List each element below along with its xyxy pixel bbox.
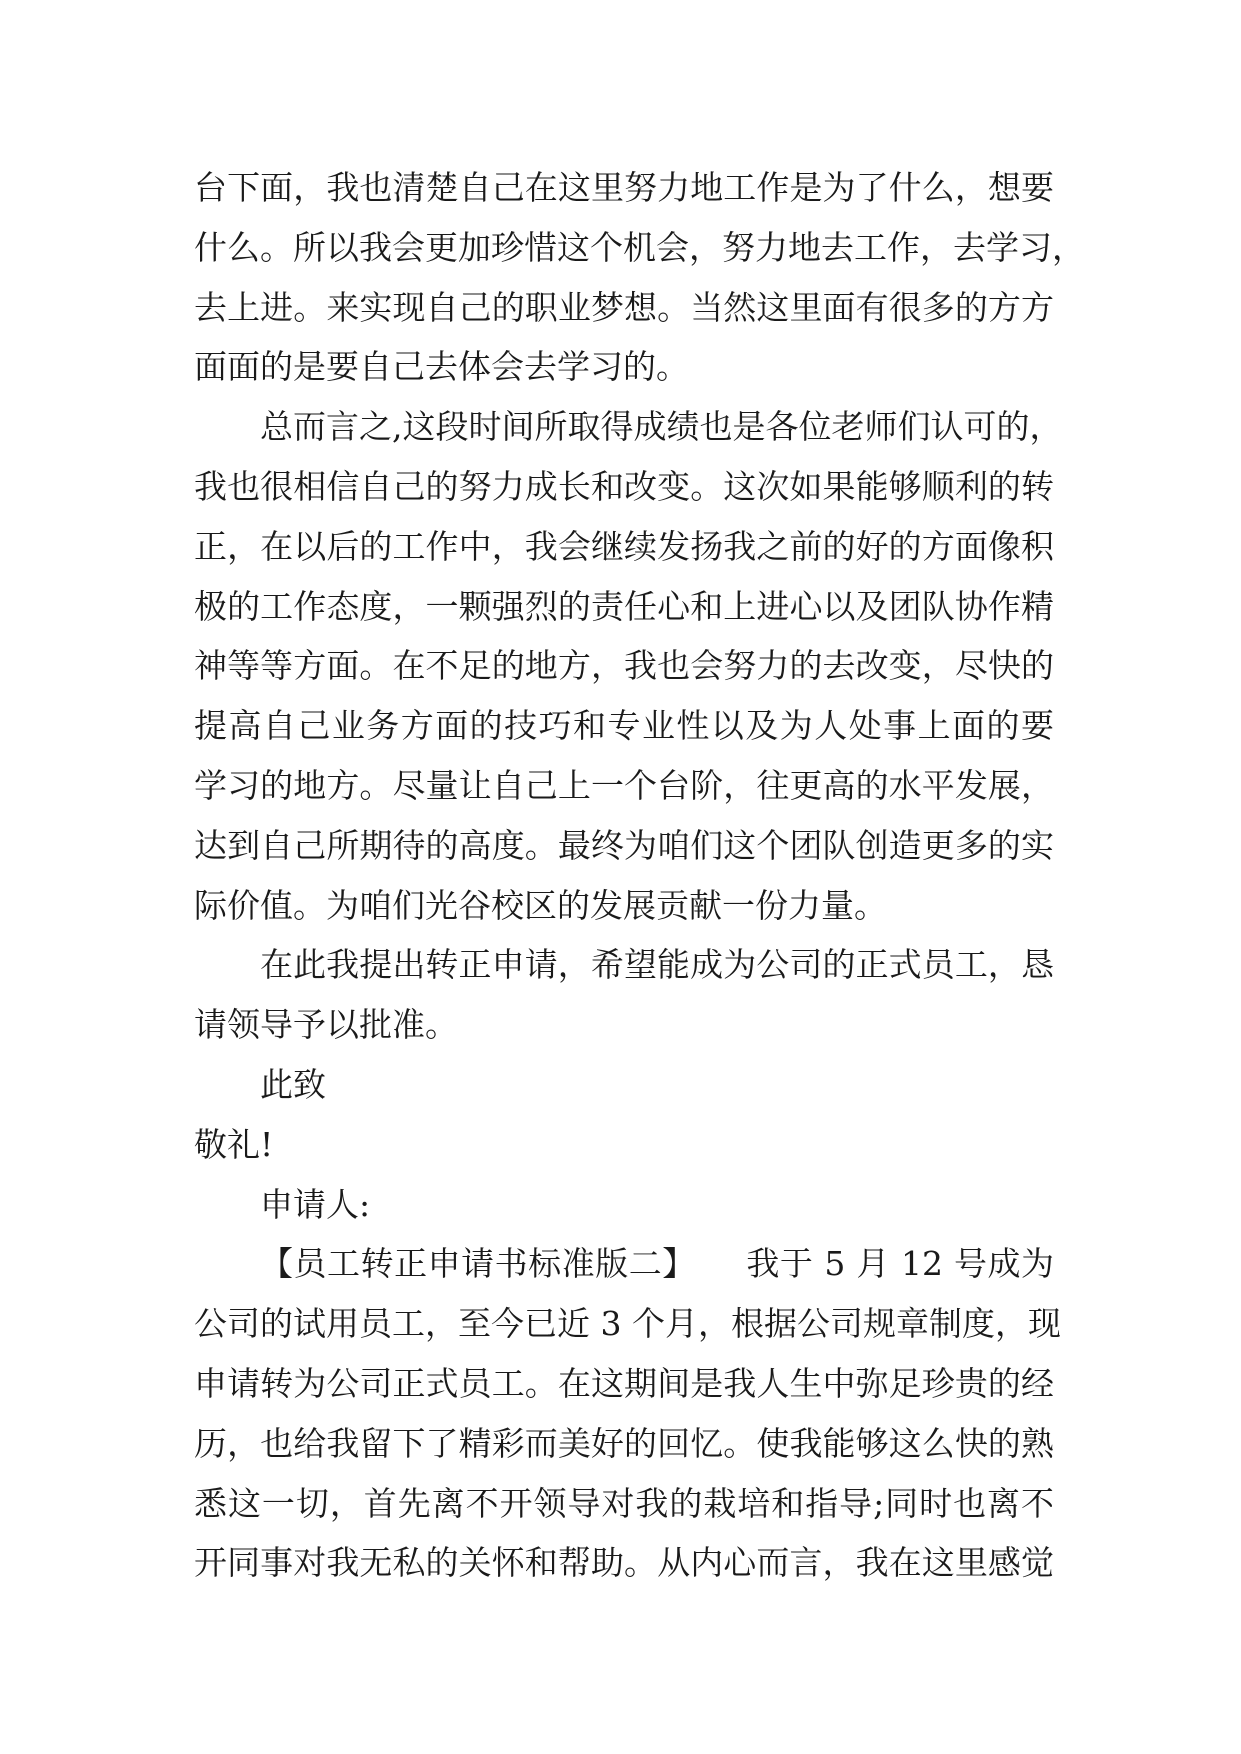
text-line: 去上进。来实现自己的职业梦想。当然这里面有很多的方方: [194, 287, 1054, 327]
text-line: 公司的试用员工，至今已近 3 个月，根据公司规章制度，现: [194, 1304, 1061, 1344]
text-line: 悉这一切，首先离不开领导对我的栽培和指导;同时也离不: [194, 1483, 1054, 1523]
text-line: 提高自己业务方面的技巧和专业性以及为人处事上面的要: [194, 706, 1054, 746]
text-line: 在此我提出转正申请，希望能成为公司的正式员工，恳: [260, 945, 1054, 985]
text-line: 神等等方面。在不足的地方，我也会努力的去改变，尽快的: [194, 646, 1054, 686]
text-line: 面面的是要自己去体会去学习的。: [194, 347, 689, 387]
text-line: 学习的地方。尽量让自己上一个台阶，往更高的水平发展，: [194, 765, 1054, 805]
text-line: 达到自己所期待的高度。最终为咱们这个团队创造更多的实: [194, 825, 1054, 865]
text-line: 我也很相信自己的努力成长和改变。这次如果能够顺利的转: [194, 466, 1054, 506]
text-line: 开同事对我无私的关怀和帮助。从内心而言，我在这里感觉: [194, 1543, 1054, 1583]
text-line: 敬礼!: [194, 1124, 274, 1164]
text-line: 正，在以后的工作中，我会继续发扬我之前的好的方面像积: [194, 526, 1054, 566]
text-line: 台下面，我也清楚自己在这里努力地工作是为了什么，想要: [194, 168, 1054, 207]
text-line: 申请转为公司正式员工。在这期间是我人生中弥足珍贵的经: [194, 1363, 1054, 1403]
text-line: 际价值。为咱们光谷校区的发展贡献一份力量。: [194, 885, 887, 925]
text-line: 总而言之,这段时间所取得成绩也是各位老师们认可的，: [260, 407, 1063, 447]
text-line: 请领导予以批准。: [194, 1005, 458, 1045]
text-line: 历，也给我留下了精彩而美好的回忆。使我能够这么快的熟: [194, 1423, 1054, 1463]
text-line: 申请人:: [260, 1184, 371, 1224]
text-line: 极的工作态度，一颗强烈的责任心和上进心以及团队协作精: [194, 586, 1054, 626]
text-line: 【员工转正申请书标准版二】 我于 5 月 12 号成为: [260, 1244, 1054, 1284]
text-line: 什么。所以我会更加珍惜这个机会，努力地去工作，去学习，: [194, 227, 1085, 267]
text-line: 此致: [260, 1064, 326, 1104]
document-body: [194, 158, 1085, 1593]
